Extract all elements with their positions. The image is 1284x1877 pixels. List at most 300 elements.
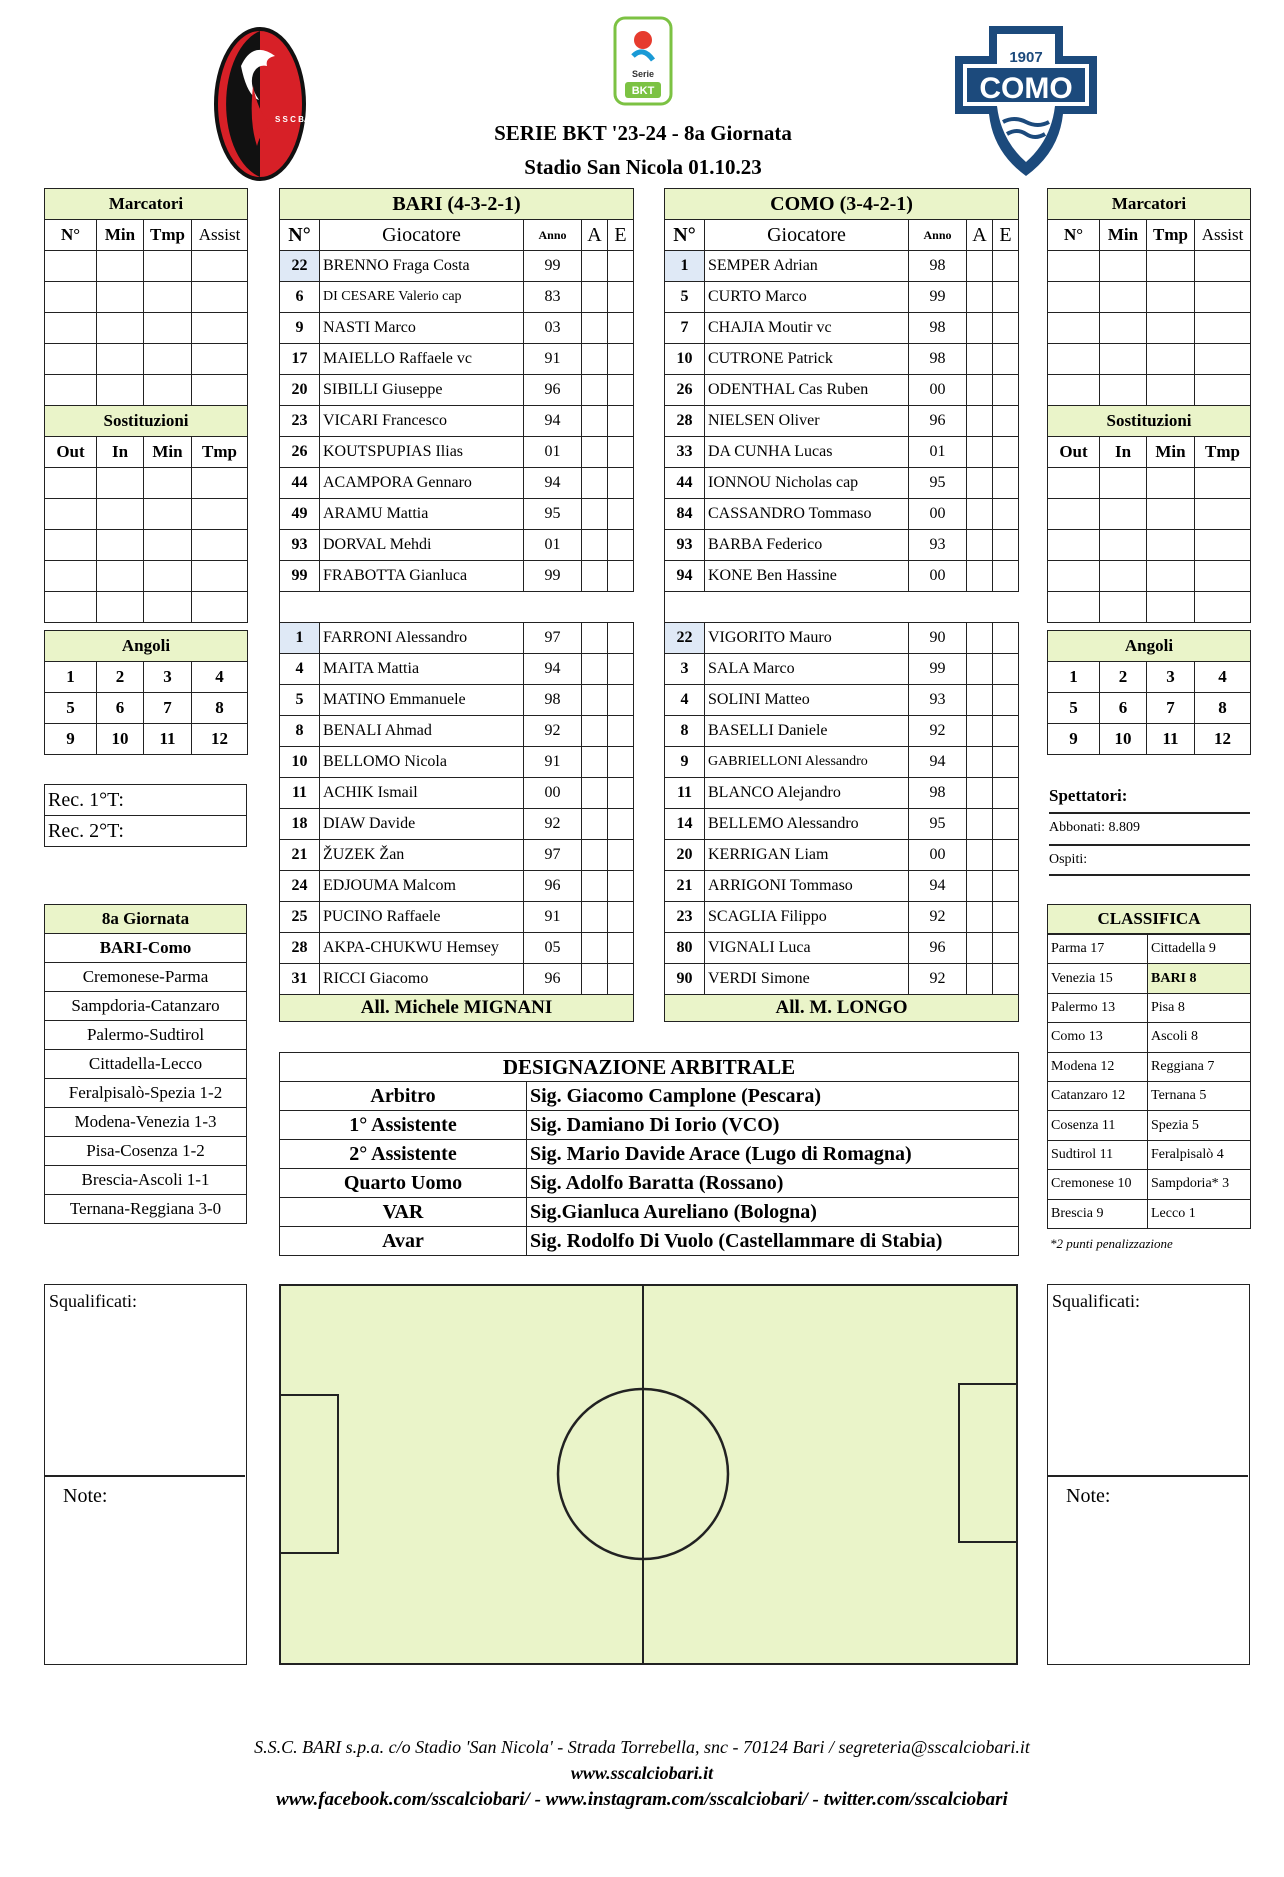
player-row[interactable] — [280, 282, 634, 313]
corner-cell[interactable]: 10 — [1100, 724, 1147, 755]
cell-a[interactable] — [967, 747, 993, 778]
scorer-row[interactable] — [45, 313, 248, 344]
player-year: 00 — [909, 561, 967, 592]
cell-e[interactable] — [993, 902, 1019, 933]
cell-e[interactable] — [993, 716, 1019, 747]
corner-cell[interactable]: 1 — [45, 662, 97, 693]
cell-e[interactable] — [608, 499, 634, 530]
cell-e[interactable] — [608, 871, 634, 902]
spacer-cell — [608, 592, 634, 623]
corner-cell[interactable]: 10 — [97, 724, 144, 755]
player-number: 22 — [280, 251, 320, 282]
cell-e[interactable] — [608, 623, 634, 654]
player-row[interactable] — [280, 840, 634, 871]
cell-a[interactable] — [582, 871, 608, 902]
player-row[interactable] — [280, 933, 634, 964]
scorer-row[interactable] — [45, 282, 248, 313]
cell-e[interactable] — [608, 654, 634, 685]
cell-a[interactable] — [967, 344, 993, 375]
player-number: 31 — [280, 964, 320, 995]
player-row[interactable] — [665, 530, 1019, 561]
player-year: 01 — [909, 437, 967, 468]
cell-e[interactable] — [993, 437, 1019, 468]
player-row[interactable] — [280, 406, 634, 437]
cell-e[interactable] — [993, 313, 1019, 344]
standing-cell: Ternana 5 — [1148, 1081, 1251, 1110]
player-number: 3 — [665, 654, 705, 685]
player-name: DIAW Davide — [320, 809, 524, 840]
cell-e[interactable] — [993, 530, 1019, 561]
player-year: 99 — [909, 282, 967, 313]
player-row[interactable] — [665, 933, 1019, 964]
standing-row — [1048, 935, 1251, 964]
rec-2t[interactable]: Rec. 2°T: — [45, 816, 247, 847]
footer-website[interactable]: www.sscalciobari.it — [570, 1763, 714, 1783]
match-item: Ternana-Reggiana 3-0 — [45, 1195, 247, 1224]
scorer-row[interactable] — [1048, 344, 1251, 375]
player-row[interactable] — [665, 344, 1019, 375]
cell-a[interactable] — [967, 778, 993, 809]
match-item: Palermo-Sudtirol — [45, 1021, 247, 1050]
cell-e[interactable] — [608, 778, 634, 809]
cell-a[interactable] — [967, 716, 993, 747]
cell-a[interactable] — [582, 468, 608, 499]
cell-e[interactable] — [608, 437, 634, 468]
player-row[interactable] — [280, 499, 634, 530]
scorer-row[interactable] — [1048, 375, 1251, 406]
player-number: 10 — [280, 747, 320, 778]
standing-row — [1048, 1170, 1251, 1199]
player-number: 23 — [665, 902, 705, 933]
rec-1t[interactable]: Rec. 1°T: — [45, 785, 247, 816]
cell-a[interactable] — [582, 623, 608, 654]
como-logo-year: 1907 — [1009, 49, 1043, 66]
player-number: 24 — [280, 871, 320, 902]
player-name: IONNOU Nicholas cap — [705, 468, 909, 499]
corner-cell[interactable]: 8 — [1195, 693, 1251, 724]
cell-e[interactable] — [993, 654, 1019, 685]
cell-e[interactable] — [993, 344, 1019, 375]
player-row[interactable] — [280, 964, 634, 995]
left-squalificati-box[interactable] — [44, 1284, 247, 1665]
player-year: 95 — [909, 809, 967, 840]
abbonati: Abbonati: 8.809 — [1049, 820, 1140, 835]
bari-roster — [279, 188, 634, 1022]
player-row[interactable] — [280, 437, 634, 468]
sub-row[interactable] — [1048, 530, 1251, 561]
cell-e[interactable] — [993, 282, 1019, 313]
football-pitch[interactable] — [279, 1284, 1018, 1665]
player-number: 20 — [665, 840, 705, 871]
cell-e[interactable] — [993, 933, 1019, 964]
cell-a[interactable] — [582, 809, 608, 840]
player-number: 23 — [280, 406, 320, 437]
cell-e[interactable] — [993, 623, 1019, 654]
col-n: N° — [280, 220, 320, 251]
footer-social[interactable]: www.facebook.com/sscalciobari/ - www.instagram.com/sscalciobari/ - twitter.com/sscalciobari — [276, 1789, 1008, 1810]
scorer-row[interactable] — [45, 375, 248, 406]
corner-cell[interactable]: 3 — [144, 662, 192, 693]
player-row[interactable] — [665, 468, 1019, 499]
cell-e[interactable] — [608, 406, 634, 437]
player-row[interactable] — [665, 778, 1019, 809]
cell-e[interactable] — [608, 902, 634, 933]
sub-row[interactable] — [45, 499, 248, 530]
player-row[interactable] — [280, 747, 634, 778]
sub-row[interactable] — [1048, 468, 1251, 499]
corner-cell[interactable]: 6 — [97, 693, 144, 724]
corner-cell[interactable]: 7 — [144, 693, 192, 724]
player-name: FRABOTTA Gianluca — [320, 561, 524, 592]
cell-e[interactable] — [993, 468, 1019, 499]
match-item: Modena-Venezia 1-3 — [45, 1108, 247, 1137]
cell-e[interactable] — [993, 809, 1019, 840]
player-name: CUTRONE Patrick — [705, 344, 909, 375]
cell-a[interactable] — [582, 437, 608, 468]
match-item: Cremonese-Parma — [45, 963, 247, 992]
player-name: DORVAL Mehdi — [320, 530, 524, 561]
cell-a[interactable] — [967, 623, 993, 654]
standing-cell: Lecco 1 — [1148, 1199, 1251, 1228]
player-number: 8 — [280, 716, 320, 747]
coach-name: All. Michele MIGNANI — [280, 995, 634, 1022]
player-row[interactable] — [665, 282, 1019, 313]
player-year: 97 — [524, 623, 582, 654]
player-name: EDJOUMA Malcom — [320, 871, 524, 902]
sub-row[interactable] — [1048, 592, 1251, 623]
player-year: 96 — [524, 871, 582, 902]
cell-e[interactable] — [993, 406, 1019, 437]
cell-a[interactable] — [582, 933, 608, 964]
standing-cell: Reggiana 7 — [1148, 1052, 1251, 1081]
player-name: VIGORITO Mauro — [705, 623, 909, 654]
scorer-row[interactable] — [1048, 251, 1251, 282]
cell-e[interactable] — [608, 375, 634, 406]
col-tmp: Tmp — [144, 220, 192, 251]
official-name: Sig. Adolfo Baratta (Rossano) — [527, 1169, 1019, 1198]
scorer-row[interactable] — [1048, 282, 1251, 313]
player-name: NASTI Marco — [320, 313, 524, 344]
match-item: Sampdoria-Catanzaro — [45, 992, 247, 1021]
cell-e[interactable] — [608, 964, 634, 995]
player-name: DI CESARE Valerio cap — [320, 282, 524, 313]
player-name: BELLOMO Nicola — [320, 747, 524, 778]
cell-e[interactable] — [608, 251, 634, 282]
corner-cell[interactable]: 4 — [192, 662, 248, 693]
cell-e[interactable] — [608, 933, 634, 964]
cell-a[interactable] — [582, 406, 608, 437]
corner-cell[interactable]: 1 — [1048, 662, 1100, 693]
player-name: ARAMU Mattia — [320, 499, 524, 530]
cell-a[interactable] — [582, 747, 608, 778]
player-row[interactable] — [665, 716, 1019, 747]
player-year: 94 — [524, 406, 582, 437]
como-roster — [664, 188, 1019, 1022]
title-line-2: Stadio San Nicola 01.10.23 — [524, 155, 762, 179]
player-name: CHAJIA Moutir vc — [705, 313, 909, 344]
sostituzioni-title: Sostituzioni — [1048, 406, 1251, 437]
corner-cell[interactable]: 4 — [1195, 662, 1251, 693]
player-row[interactable] — [665, 623, 1019, 654]
corner-cell[interactable]: 2 — [1100, 662, 1147, 693]
cell-a[interactable] — [967, 685, 993, 716]
player-name: BLANCO Alejandro — [705, 778, 909, 809]
player-year: 01 — [524, 437, 582, 468]
official-role: VAR — [280, 1198, 527, 1227]
corner-cell[interactable]: 7 — [1147, 693, 1195, 724]
player-row[interactable] — [280, 871, 634, 902]
player-name: SCAGLIA Filippo — [705, 902, 909, 933]
cell-e[interactable] — [608, 313, 634, 344]
cell-a[interactable] — [582, 530, 608, 561]
cell-a[interactable] — [582, 344, 608, 375]
player-row[interactable] — [280, 468, 634, 499]
cell-a[interactable] — [967, 406, 993, 437]
player-row[interactable] — [665, 313, 1019, 344]
cell-a[interactable] — [967, 499, 993, 530]
player-year: 92 — [909, 902, 967, 933]
player-name: SALA Marco — [705, 654, 909, 685]
cell-e[interactable] — [608, 282, 634, 313]
cell-e[interactable] — [608, 561, 634, 592]
player-row[interactable] — [665, 685, 1019, 716]
player-row[interactable] — [280, 313, 634, 344]
player-row[interactable] — [280, 685, 634, 716]
cell-e[interactable] — [993, 747, 1019, 778]
squalificati-label: Squalificati: — [49, 1291, 137, 1311]
cell-a[interactable] — [967, 809, 993, 840]
standing-cell: Feralpisalò 4 — [1148, 1140, 1251, 1169]
corner-cell[interactable]: 9 — [45, 724, 97, 755]
sub-row[interactable] — [45, 592, 248, 623]
cell-e[interactable] — [993, 685, 1019, 716]
cell-e[interactable] — [993, 499, 1019, 530]
cell-a[interactable] — [967, 437, 993, 468]
player-row[interactable] — [280, 809, 634, 840]
designazione-table — [279, 1052, 1019, 1256]
cell-e[interactable] — [608, 809, 634, 840]
player-row[interactable] — [280, 530, 634, 561]
svg-text:BKT: BKT — [631, 85, 655, 97]
bari-logo-text: S S C BARI — [275, 115, 318, 124]
player-row[interactable] — [280, 344, 634, 375]
scorer-row[interactable] — [45, 344, 248, 375]
player-name: MAIELLO Raffaele vc — [320, 344, 524, 375]
cell-e[interactable] — [993, 964, 1019, 995]
cell-a[interactable] — [582, 716, 608, 747]
cell-a[interactable] — [967, 840, 993, 871]
corner-cell[interactable]: 6 — [1100, 693, 1147, 724]
player-name: VICARI Francesco — [320, 406, 524, 437]
corner-cell[interactable]: 8 — [192, 693, 248, 724]
cell-a[interactable] — [967, 654, 993, 685]
corner-cell[interactable]: 11 — [1147, 724, 1195, 755]
official-name: Sig. Rodolfo Di Vuolo (Castellammare di Stabia) — [527, 1227, 1019, 1256]
cell-a[interactable] — [967, 313, 993, 344]
player-number: 84 — [665, 499, 705, 530]
player-row[interactable] — [665, 406, 1019, 437]
player-number: 44 — [280, 468, 320, 499]
player-row[interactable] — [280, 561, 634, 592]
sub-row[interactable] — [45, 561, 248, 592]
cell-a[interactable] — [967, 375, 993, 406]
match-item: BARI-Como — [45, 934, 247, 963]
standing-cell: Cremonese 10 — [1048, 1170, 1148, 1199]
player-row[interactable] — [665, 871, 1019, 902]
cell-a[interactable] — [967, 468, 993, 499]
spacer-cell — [280, 592, 320, 623]
corner-cell[interactable]: 5 — [45, 693, 97, 724]
player-number: 8 — [665, 716, 705, 747]
col-n: N° — [1048, 220, 1100, 251]
cell-e[interactable] — [608, 747, 634, 778]
sub-row[interactable] — [45, 530, 248, 561]
cell-a[interactable] — [967, 933, 993, 964]
sub-row[interactable] — [1048, 499, 1251, 530]
scorer-row[interactable] — [45, 251, 248, 282]
player-name: BRENNO Fraga Costa — [320, 251, 524, 282]
player-row[interactable] — [665, 251, 1019, 282]
corner-cell[interactable]: 12 — [192, 724, 248, 755]
cell-e[interactable] — [608, 716, 634, 747]
cell-a[interactable] — [582, 561, 608, 592]
col-year: Anno — [524, 220, 582, 251]
cell-a[interactable] — [582, 375, 608, 406]
player-year: 92 — [524, 716, 582, 747]
cell-a[interactable] — [967, 282, 993, 313]
player-row[interactable] — [665, 437, 1019, 468]
col-min: Min — [1147, 437, 1195, 468]
cell-a[interactable] — [967, 561, 993, 592]
col-min: Min — [1100, 220, 1147, 251]
cell-a[interactable] — [582, 778, 608, 809]
player-row[interactable] — [280, 375, 634, 406]
player-row[interactable] — [665, 654, 1019, 685]
player-year: 94 — [524, 654, 582, 685]
cell-a[interactable] — [582, 964, 608, 995]
corner-cell[interactable]: 5 — [1048, 693, 1100, 724]
corner-cell[interactable]: 12 — [1195, 724, 1251, 755]
player-year: 96 — [909, 933, 967, 964]
player-row[interactable] — [665, 840, 1019, 871]
official-row — [280, 1169, 1019, 1198]
player-year: 94 — [909, 871, 967, 902]
player-row[interactable] — [280, 778, 634, 809]
cell-a[interactable] — [582, 313, 608, 344]
official-name: Sig.Gianluca Aureliano (Bologna) — [527, 1198, 1019, 1227]
sub-row[interactable] — [1048, 561, 1251, 592]
player-row[interactable] — [280, 251, 634, 282]
player-row[interactable] — [665, 499, 1019, 530]
classifica-table — [1047, 904, 1251, 1229]
cell-e[interactable] — [993, 871, 1019, 902]
player-row[interactable] — [280, 623, 634, 654]
corner-cell[interactable]: 11 — [144, 724, 192, 755]
col-assist: Assist — [1195, 220, 1251, 251]
cell-e[interactable] — [993, 251, 1019, 282]
player-row[interactable] — [280, 902, 634, 933]
player-year: 90 — [909, 623, 967, 654]
player-year: 96 — [909, 406, 967, 437]
cell-a[interactable] — [582, 251, 608, 282]
player-number: 44 — [665, 468, 705, 499]
player-name: BARBA Federico — [705, 530, 909, 561]
cell-e[interactable] — [993, 375, 1019, 406]
player-year: 92 — [909, 964, 967, 995]
cell-a[interactable] — [967, 964, 993, 995]
player-row[interactable] — [280, 654, 634, 685]
player-year: 95 — [524, 499, 582, 530]
corner-cell[interactable]: 9 — [1048, 724, 1100, 755]
cell-e[interactable] — [993, 840, 1019, 871]
cell-a[interactable] — [582, 282, 608, 313]
official-row — [280, 1082, 1019, 1111]
player-row[interactable] — [665, 809, 1019, 840]
scorer-row[interactable] — [1048, 313, 1251, 344]
player-number: 90 — [665, 964, 705, 995]
cell-a[interactable] — [582, 685, 608, 716]
cell-a[interactable] — [967, 530, 993, 561]
player-row[interactable] — [665, 902, 1019, 933]
col-out: Out — [45, 437, 97, 468]
right-angoli — [1047, 630, 1251, 755]
cell-a[interactable] — [967, 871, 993, 902]
corner-cell[interactable]: 3 — [1147, 662, 1195, 693]
cell-e[interactable] — [993, 778, 1019, 809]
player-number: 5 — [280, 685, 320, 716]
cell-e[interactable] — [608, 344, 634, 375]
footer — [0, 1737, 1284, 1815]
player-row[interactable] — [665, 375, 1019, 406]
col-in: In — [1100, 437, 1147, 468]
player-name: GABRIELLONI Alessandro — [705, 747, 909, 778]
cell-e[interactable] — [993, 561, 1019, 592]
player-row[interactable] — [665, 747, 1019, 778]
player-number: 93 — [280, 530, 320, 561]
col-e: E — [608, 220, 634, 251]
player-number: 28 — [665, 406, 705, 437]
svg-text:Serie: Serie — [631, 69, 655, 79]
player-row[interactable] — [280, 716, 634, 747]
cell-a[interactable] — [582, 654, 608, 685]
official-role: Quarto Uomo — [280, 1169, 527, 1198]
right-squalificati-box[interactable] — [1047, 1284, 1250, 1665]
player-row[interactable] — [665, 561, 1019, 592]
official-role: 1° Assistente — [280, 1111, 527, 1140]
cell-a[interactable] — [967, 902, 993, 933]
title-line-1: SERIE BKT '23-24 - 8a Giornata — [494, 121, 792, 145]
cell-a[interactable] — [582, 902, 608, 933]
official-name: Sig. Mario Davide Arace (Lugo di Romagna) — [527, 1140, 1019, 1169]
corner-cell[interactable]: 2 — [97, 662, 144, 693]
cell-e[interactable] — [608, 685, 634, 716]
cell-e[interactable] — [608, 468, 634, 499]
player-year: 98 — [909, 313, 967, 344]
standing-row — [1048, 1052, 1251, 1081]
sub-row[interactable] — [45, 468, 248, 499]
cell-a[interactable] — [582, 840, 608, 871]
cell-e[interactable] — [608, 530, 634, 561]
col-tmp: Tmp — [192, 437, 248, 468]
player-name: FARRONI Alessandro — [320, 623, 524, 654]
player-number: 25 — [280, 902, 320, 933]
marcatori-title: Marcatori — [45, 189, 248, 220]
cell-e[interactable] — [608, 840, 634, 871]
cell-a[interactable] — [582, 499, 608, 530]
player-row[interactable] — [665, 964, 1019, 995]
player-number: 18 — [280, 809, 320, 840]
cell-a[interactable] — [967, 251, 993, 282]
